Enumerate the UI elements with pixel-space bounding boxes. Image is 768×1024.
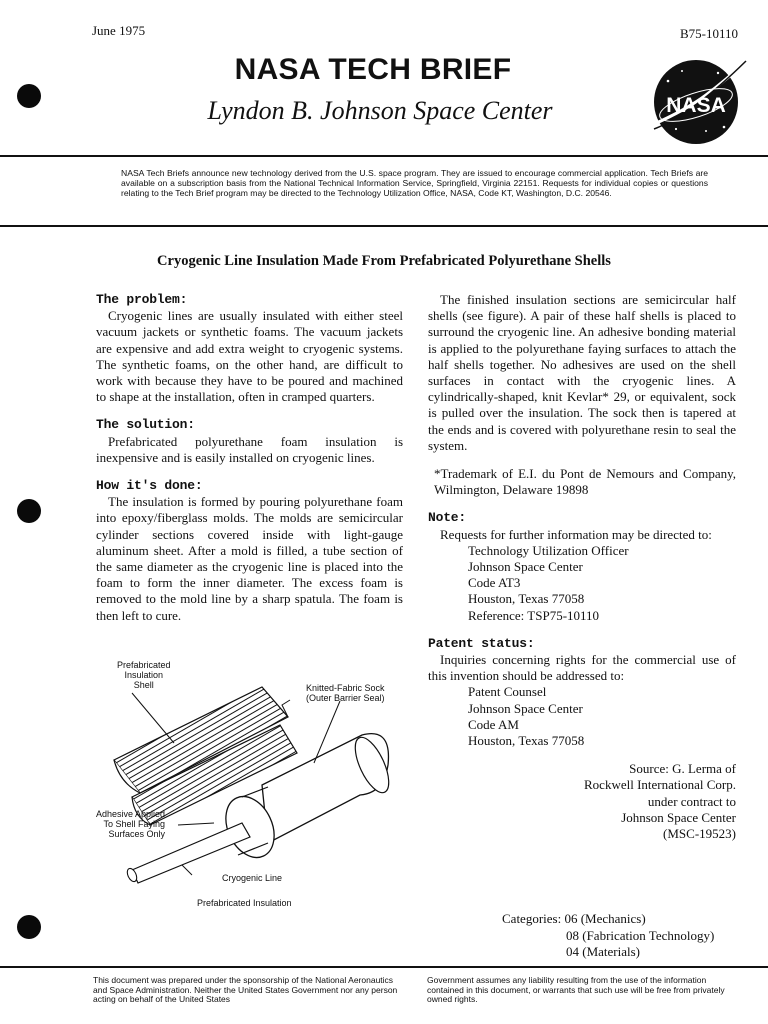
label-cryogenic-line: Cryogenic Line [222,873,283,883]
binder-hole-3 [17,915,41,939]
issue-date: June 1975 [92,23,146,38]
label-adhesive: Adhesive Applied To Shell Faying Surfaces Only [96,809,166,839]
left-column [96,292,403,624]
categories: Categories: 06 (Mechanics) 08 (Fabrication Technology) 04 (Materials) [502,911,715,959]
brief-number: B75-10110 [679,26,738,41]
right-body-text: The finished insulation sections are semicircular half shells (see figure). A pair of these half shells is placed to surround the cryogenic line. An adhesive bonding material is applied to the polyurethane faying surfaces to attach the half shells together. No adhesives are used on the shell surfaces in contact with the cryogenic lines. A cylindrically-shaped, knit Kevlar* 29, or equivalent, sock is pulled over the insulation. The sock then is tapered at the ends and is covered with polyurethane resin to seal the system. [428,292,736,453]
right-column [428,292,736,842]
insulation-figure [92,655,412,910]
label-insulation-shell: Prefabricated Insulation Shell [117,660,171,690]
page-title: NASA TECH BRIEF [234,53,512,86]
article-title: Cryogenic Line Insulation Made From Prefabricated Polyurethane Shells [157,253,611,269]
nasa-logo-text: NASA [666,94,726,117]
center-name: Lyndon B. Johnson Space Center [207,96,553,125]
solution-heading: The solution: [96,417,195,433]
note-contact: Technology Utilization Officer Johnson Space Center Code AT3 Houston, Texas 77058 Reference: TSP75-10110 [468,542,629,623]
label-fabric-sock: Knitted-Fabric Sock (Outer Barrier Seal) [306,683,385,703]
source-block: Source: G. Lerma of Rockwell International Corp. under contract to Johnson Space Center (MSC-19523) [584,761,736,842]
note-heading: Note: [428,510,467,526]
problem-heading: The problem: [96,292,188,307]
how-heading: How it's done: [96,478,203,494]
trademark-note: *Trademark of E.I. du Pont de Nemours and Company, Wilmington, Delaware 19898 [434,466,736,498]
intro-rule [0,225,768,227]
nasa-logo [646,55,752,147]
patent-contact: Patent Counsel Johnson Space Center Code AM Houston, Texas 77058 [468,684,585,749]
patent-heading: Patent status: [428,635,535,651]
problem-text: Cryogenic lines are usually insulated with either steel vacuum jackets or synthetic foams. The vacuum jackets are expensive and add extra weight to cryogenic systems. The synthetic foams, on the other hand, are difficult to work with because they have to be poured and machined to shape at the installation, often in cramped quarters. [96,308,403,405]
patent-text: Inquiries concerning rights for the commercial use of this invention should be addressed to: [428,652,736,684]
solution-text: Prefabricated polyurethane foam insulation is inexpensive and is easily installed on cryogenic lines. [96,433,403,465]
footer-left: This document was prepared under the sponsorship of the National Aeronautics and Space Administration. Neither the United States Government nor any person acting on behalf of the United States [93,975,398,1004]
binder-hole-2 [17,499,41,523]
note-text: Requests for further information may be directed to: [440,526,712,542]
intro-paragraph: NASA Tech Briefs announce new technology derived from the U.S. space program. They are issued to encourage commercial application. Tech Briefs are available on a subscription basis from the National Technical Information Service, Springfield, Virginia 22151. Requests for individual copies or questions relating to the Tech Brief program may be directed to the Technology Utilization Office, NASA, Code KT, Washington, D.C. 20546. [121,168,708,198]
footer-rule [0,966,768,968]
how-text: The insulation is formed by pouring polyurethane foam into epoxy/fiberglass molds. The molds are semicircular cylinder sections covered inside with light-gauge aluminum sheet. After a mold is filled, a tube section of the same diameter as the cryogenic line is placed into the foam to form the inner diameter. The excess foam is removed to the mold line by a sharp spatula. The foam is then left to cure. [96,494,403,623]
footer-right: Government assumes any liability resulting from the use of the information contained in this document, or warrants that such use will be free from privately owned rights. [427,975,725,1004]
figure-caption: Prefabricated Insulation [197,898,292,908]
header-rule [0,155,768,157]
